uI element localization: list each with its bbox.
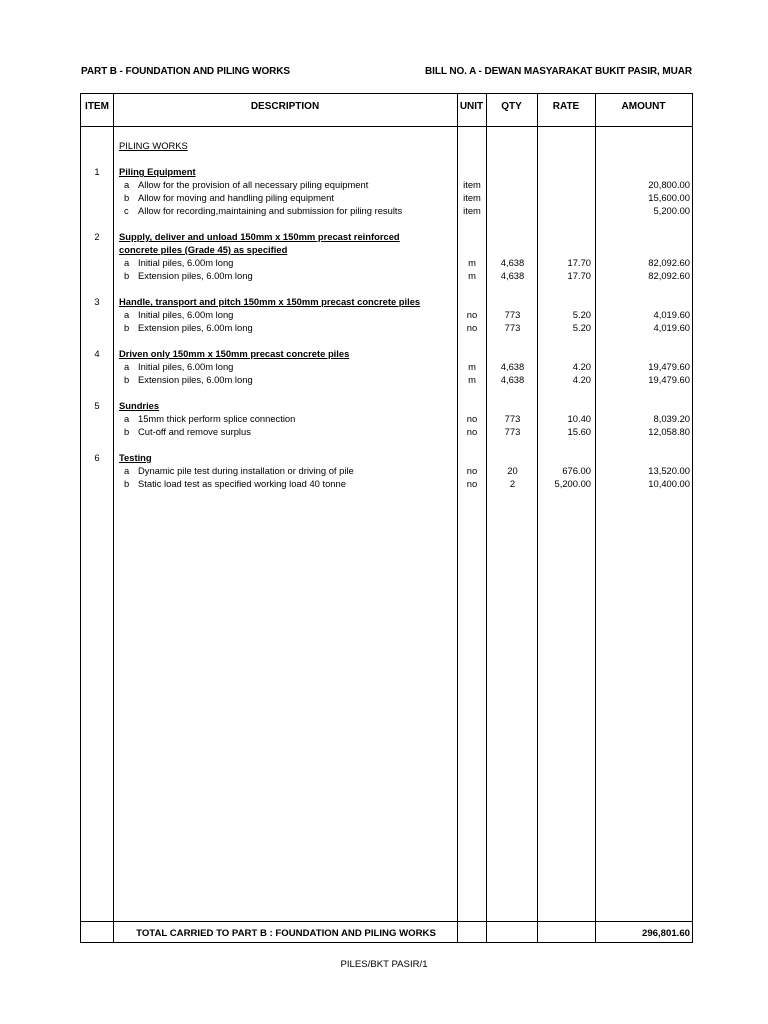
qty-cell: 773 <box>504 426 521 437</box>
table-row <box>81 256 691 269</box>
rate-cell: 5,200.00 <box>554 478 591 489</box>
header-rule <box>81 126 692 127</box>
divider-description <box>457 94 458 942</box>
sub-item-letter: a <box>124 257 130 268</box>
sub-item-description: Allow for the provision of all necessary piling equipment <box>138 179 369 190</box>
item-heading: Supply, deliver and unload 150mm x 150mm precast reinforced <box>119 231 400 242</box>
rate-cell: 17.70 <box>567 257 591 268</box>
total-rule <box>81 921 692 922</box>
sub-item-description: Extension piles, 6.00m long <box>138 374 253 385</box>
unit-cell: m <box>468 270 476 281</box>
amount-cell: 13,520.00 <box>648 465 690 476</box>
item-heading: concrete piles (Grade 45) as specified <box>119 244 288 255</box>
table-row <box>81 204 691 217</box>
unit-cell: no <box>466 413 478 424</box>
total-label: TOTAL CARRIED TO PART B : FOUNDATION AND PILING WORKS <box>136 928 436 939</box>
table-row <box>81 360 691 373</box>
item-heading: Piling Equipment <box>119 166 196 177</box>
amount-cell: 19,479.60 <box>648 374 690 385</box>
column-header-item: ITEM <box>85 101 109 112</box>
table-row <box>81 191 691 204</box>
item-heading: Handle, transport and pitch 150mm x 150mm precast concrete piles <box>119 296 421 307</box>
amount-cell: 4,019.60 <box>653 322 690 333</box>
sub-item-letter: b <box>124 270 130 281</box>
qty-cell: 20 <box>507 465 518 476</box>
qty-cell: 773 <box>504 309 521 320</box>
item-number: 1 <box>94 166 100 177</box>
header-bill-title: BILL NO. A - DEWAN MASYARAKAT BUKIT PASIR, MUAR <box>425 66 692 77</box>
sub-item-letter: b <box>124 322 130 333</box>
amount-cell: 8,039.20 <box>653 413 690 424</box>
unit-cell: item <box>463 179 481 190</box>
table-row <box>81 308 691 321</box>
bill-table <box>80 93 693 943</box>
column-header-rate: RATE <box>552 101 580 112</box>
divider-item <box>113 94 114 942</box>
item-heading-line <box>81 230 691 243</box>
sub-item-letter: c <box>124 205 129 216</box>
rate-cell: 15.60 <box>567 426 591 437</box>
sub-item-letter: a <box>124 179 130 190</box>
rate-cell: 5.20 <box>572 322 591 333</box>
table-row <box>81 477 691 490</box>
rate-cell: 676.00 <box>562 465 591 476</box>
sub-item-letter: a <box>124 465 130 476</box>
qty-cell: 2 <box>509 478 516 489</box>
amount-cell: 4,019.60 <box>653 309 690 320</box>
unit-cell: m <box>468 361 476 372</box>
sub-item-description: Extension piles, 6.00m long <box>138 270 253 281</box>
sub-item-letter: a <box>124 361 130 372</box>
table-row <box>81 321 691 334</box>
amount-cell: 10,400.00 <box>648 478 690 489</box>
rate-cell: 4.20 <box>572 361 591 372</box>
amount-cell: 12,058.80 <box>648 426 690 437</box>
item-number: 6 <box>94 452 100 463</box>
sub-item-description: Initial piles, 6.00m long <box>138 309 234 320</box>
sub-item-description: Cut-off and remove surplus <box>138 426 251 437</box>
table-row <box>81 373 691 386</box>
sub-item-description: Initial piles, 6.00m long <box>138 361 234 372</box>
sub-item-description: Allow for recording,maintaining and submission for piling results <box>138 205 403 216</box>
table-row <box>81 412 691 425</box>
qty-cell: 4,638 <box>500 257 525 268</box>
page-footer-reference: PILES/BKT PASIR/1 <box>340 959 428 970</box>
sub-item-letter: b <box>124 192 130 203</box>
column-header-qty: QTY <box>501 101 522 112</box>
unit-cell: no <box>466 478 478 489</box>
unit-cell: no <box>466 426 478 437</box>
item-heading-line <box>81 165 691 178</box>
table-row <box>81 464 691 477</box>
divider-rate <box>595 94 596 942</box>
divider-qty <box>537 94 538 942</box>
total-amount: 296,801.60 <box>641 928 690 939</box>
sub-item-description: Extension piles, 6.00m long <box>138 322 253 333</box>
item-heading-line <box>81 243 691 256</box>
sub-item-description: Static load test as specified working load 40 tonne <box>138 478 346 489</box>
amount-cell: 82,092.60 <box>648 257 690 268</box>
unit-cell: no <box>466 309 478 320</box>
rate-cell: 5.20 <box>572 309 591 320</box>
rate-cell: 10.40 <box>567 413 591 424</box>
item-number: 5 <box>94 400 100 411</box>
sub-item-letter: a <box>124 309 130 320</box>
sub-item-description: Allow for moving and handling piling equipment <box>138 192 334 203</box>
unit-cell: m <box>468 257 476 268</box>
column-header-amount: AMOUNT <box>621 101 666 112</box>
item-heading-line <box>81 399 691 412</box>
qty-cell: 4,638 <box>500 270 525 281</box>
amount-cell: 82,092.60 <box>648 270 690 281</box>
item-heading-line <box>81 295 691 308</box>
qty-cell: 773 <box>504 322 521 333</box>
rate-cell: 4.20 <box>572 374 591 385</box>
header-part-title: PART B - FOUNDATION AND PILING WORKS <box>81 66 290 77</box>
table-row <box>81 425 691 438</box>
qty-cell: 4,638 <box>500 374 525 385</box>
section-title: PILING WORKS <box>119 140 188 151</box>
unit-cell: m <box>468 374 476 385</box>
item-heading: Sundries <box>119 400 160 411</box>
amount-cell: 15,600.00 <box>648 192 690 203</box>
qty-cell: 4,638 <box>500 361 525 372</box>
divider-unit <box>486 94 487 942</box>
amount-cell: 19,479.60 <box>648 361 690 372</box>
item-heading-line <box>81 451 691 464</box>
column-header-description: DESCRIPTION <box>250 101 320 112</box>
item-number: 4 <box>94 348 100 359</box>
unit-cell: no <box>466 465 478 476</box>
table-row <box>81 178 691 191</box>
sub-item-letter: a <box>124 413 130 424</box>
unit-cell: item <box>463 205 481 216</box>
sub-item-description: Dynamic pile test during installation or driving of pile <box>138 465 354 476</box>
section-title-line <box>81 139 681 152</box>
item-heading: Driven only 150mm x 150mm precast concrete piles <box>119 348 350 359</box>
amount-cell: 20,800.00 <box>648 179 690 190</box>
unit-cell: no <box>466 322 478 333</box>
amount-cell: 5,200.00 <box>653 205 690 216</box>
sub-item-letter: b <box>124 374 130 385</box>
item-number: 2 <box>94 231 100 242</box>
sub-item-letter: b <box>124 478 130 489</box>
qty-cell: 773 <box>504 413 521 424</box>
item-heading-line <box>81 347 691 360</box>
sub-item-letter: b <box>124 426 130 437</box>
rate-cell: 17.70 <box>567 270 591 281</box>
unit-cell: item <box>463 192 481 203</box>
column-header-unit: UNIT <box>459 101 484 112</box>
sub-item-description: Initial piles, 6.00m long <box>138 257 234 268</box>
item-heading: Testing <box>119 452 152 463</box>
sub-item-description: 15mm thick perform splice connection <box>138 413 296 424</box>
table-row <box>81 269 691 282</box>
item-number: 3 <box>94 296 100 307</box>
